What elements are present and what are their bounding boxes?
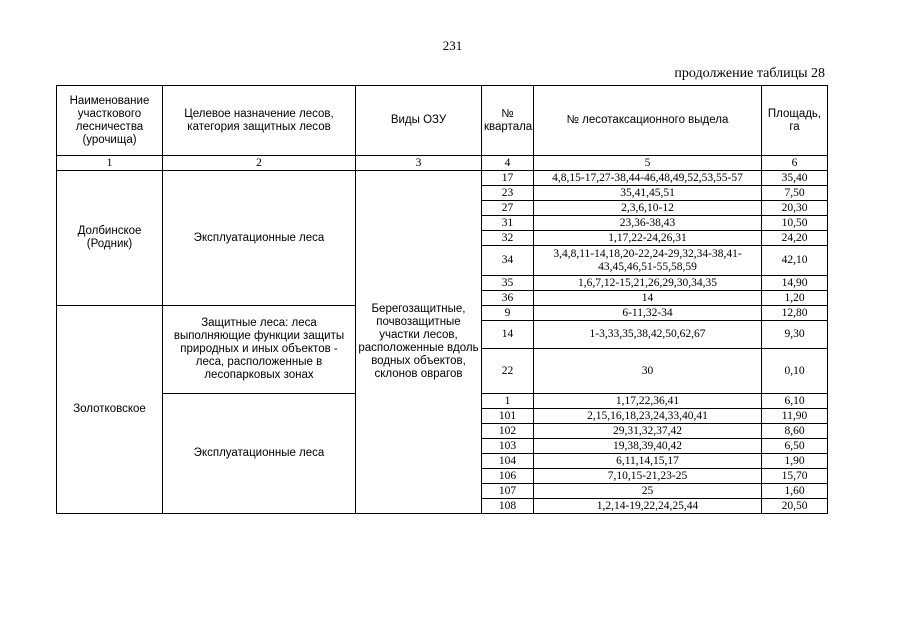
vydel-cell: 2,15,16,18,23,24,33,40,41: [534, 409, 762, 424]
vydel-cell: 35,41,45,51: [534, 186, 762, 201]
vydel-cell: 25: [534, 484, 762, 499]
vydel-cell: 2,3,6,10-12: [534, 201, 762, 216]
kvartal-cell: 17: [482, 171, 534, 186]
area-cell: 12,80: [762, 306, 828, 321]
vydel-cell: 1,6,7,12-15,21,26,29,30,34,35: [534, 276, 762, 291]
kvartal-cell: 32: [482, 231, 534, 246]
area-cell: 1,20: [762, 291, 828, 306]
vydel-cell: 1-3,33,35,38,42,50,62,67: [534, 321, 762, 349]
kvartal-cell: 107: [482, 484, 534, 499]
forest-purpose: Эксплуатационные леса: [163, 171, 356, 306]
page-number: 231: [442, 38, 463, 53]
kvartal-cell: 22: [482, 349, 534, 394]
area-cell: 42,10: [762, 246, 828, 276]
area-cell: 11,90: [762, 409, 828, 424]
column-number: 2: [163, 156, 356, 171]
vydel-cell: 1,17,22-24,26,31: [534, 231, 762, 246]
vydel-cell: 30: [534, 349, 762, 394]
kvartal-cell: 34: [482, 246, 534, 276]
vydel-cell: 19,38,39,40,42: [534, 439, 762, 454]
area-cell: 24,20: [762, 231, 828, 246]
vydel-cell: 1,2,14-19,22,24,25,44: [534, 499, 762, 514]
area-cell: 15,70: [762, 469, 828, 484]
area-cell: 7,50: [762, 186, 828, 201]
kvartal-cell: 101: [482, 409, 534, 424]
area-cell: 10,50: [762, 216, 828, 231]
ozu-type: Берегозащитные, почвозащитные участки лесов, расположенные вдоль водных объектов, склонов оврагов: [356, 171, 482, 514]
column-number-row: [57, 156, 828, 171]
forestry-name: Золотковское: [57, 306, 163, 514]
header-ozu-type: Виды ОЗУ: [356, 86, 482, 156]
forest-plots-table: [56, 85, 828, 514]
kvartal-cell: 14: [482, 321, 534, 349]
kvartal-cell: 102: [482, 424, 534, 439]
table-continuation-label: продолжение таблицы 28: [674, 66, 825, 81]
kvartal-cell: 27: [482, 201, 534, 216]
forest-purpose: Защитные леса: леса выполняющие функции защиты природных и иных объектов - леса, расположенные в лесопарковых зонах: [163, 306, 356, 394]
area-cell: 6,50: [762, 439, 828, 454]
vydel-cell: 6,11,14,15,17: [534, 454, 762, 469]
area-cell: 6,10: [762, 394, 828, 409]
area-cell: 1,90: [762, 454, 828, 469]
area-cell: 35,40: [762, 171, 828, 186]
column-number: 5: [534, 156, 762, 171]
column-number: 4: [482, 156, 534, 171]
forest-purpose: Эксплуатационные леса: [163, 394, 356, 514]
kvartal-cell: 35: [482, 276, 534, 291]
kvartal-cell: 23: [482, 186, 534, 201]
vydel-cell: 3,4,8,11-14,18,20-22,24-29,32,34-38,41-43,45,46,51-55,58,59: [534, 246, 762, 276]
area-cell: 20,50: [762, 499, 828, 514]
vydel-cell: 6-11,32-34: [534, 306, 762, 321]
header-kvartal: № квартала: [482, 86, 534, 156]
header-purpose: Целевое назначение лесов, категория защитных лесов: [163, 86, 356, 156]
vydel-cell: 23,36-38,43: [534, 216, 762, 231]
area-cell: 8,60: [762, 424, 828, 439]
area-cell: 0,10: [762, 349, 828, 394]
forestry-name: Долбинское (Родник): [57, 171, 163, 306]
area-cell: 14,90: [762, 276, 828, 291]
vydel-cell: 1,17,22,36,41: [534, 394, 762, 409]
area-cell: 9,30: [762, 321, 828, 349]
kvartal-cell: 1: [482, 394, 534, 409]
header-forestry: Наименование участкового лесничества (урочища): [57, 86, 163, 156]
kvartal-cell: 108: [482, 499, 534, 514]
column-number: 6: [762, 156, 828, 171]
kvartal-cell: 36: [482, 291, 534, 306]
kvartal-cell: 103: [482, 439, 534, 454]
table-row: [57, 171, 828, 186]
column-number: 1: [57, 156, 163, 171]
kvartal-cell: 106: [482, 469, 534, 484]
area-cell: 20,30: [762, 201, 828, 216]
vydel-cell: 14: [534, 291, 762, 306]
header-area: Площадь, га: [762, 86, 828, 156]
vydel-cell: 7,10,15-21,23-25: [534, 469, 762, 484]
kvartal-cell: 9: [482, 306, 534, 321]
vydel-cell: 29,31,32,37,42: [534, 424, 762, 439]
column-number: 3: [356, 156, 482, 171]
header-vydel: № лесотаксационного выдела: [534, 86, 762, 156]
kvartal-cell: 31: [482, 216, 534, 231]
header-row: [57, 86, 828, 156]
vydel-cell: 4,8,15-17,27-38,44-46,48,49,52,53,55-57: [534, 171, 762, 186]
area-cell: 1,60: [762, 484, 828, 499]
kvartal-cell: 104: [482, 454, 534, 469]
